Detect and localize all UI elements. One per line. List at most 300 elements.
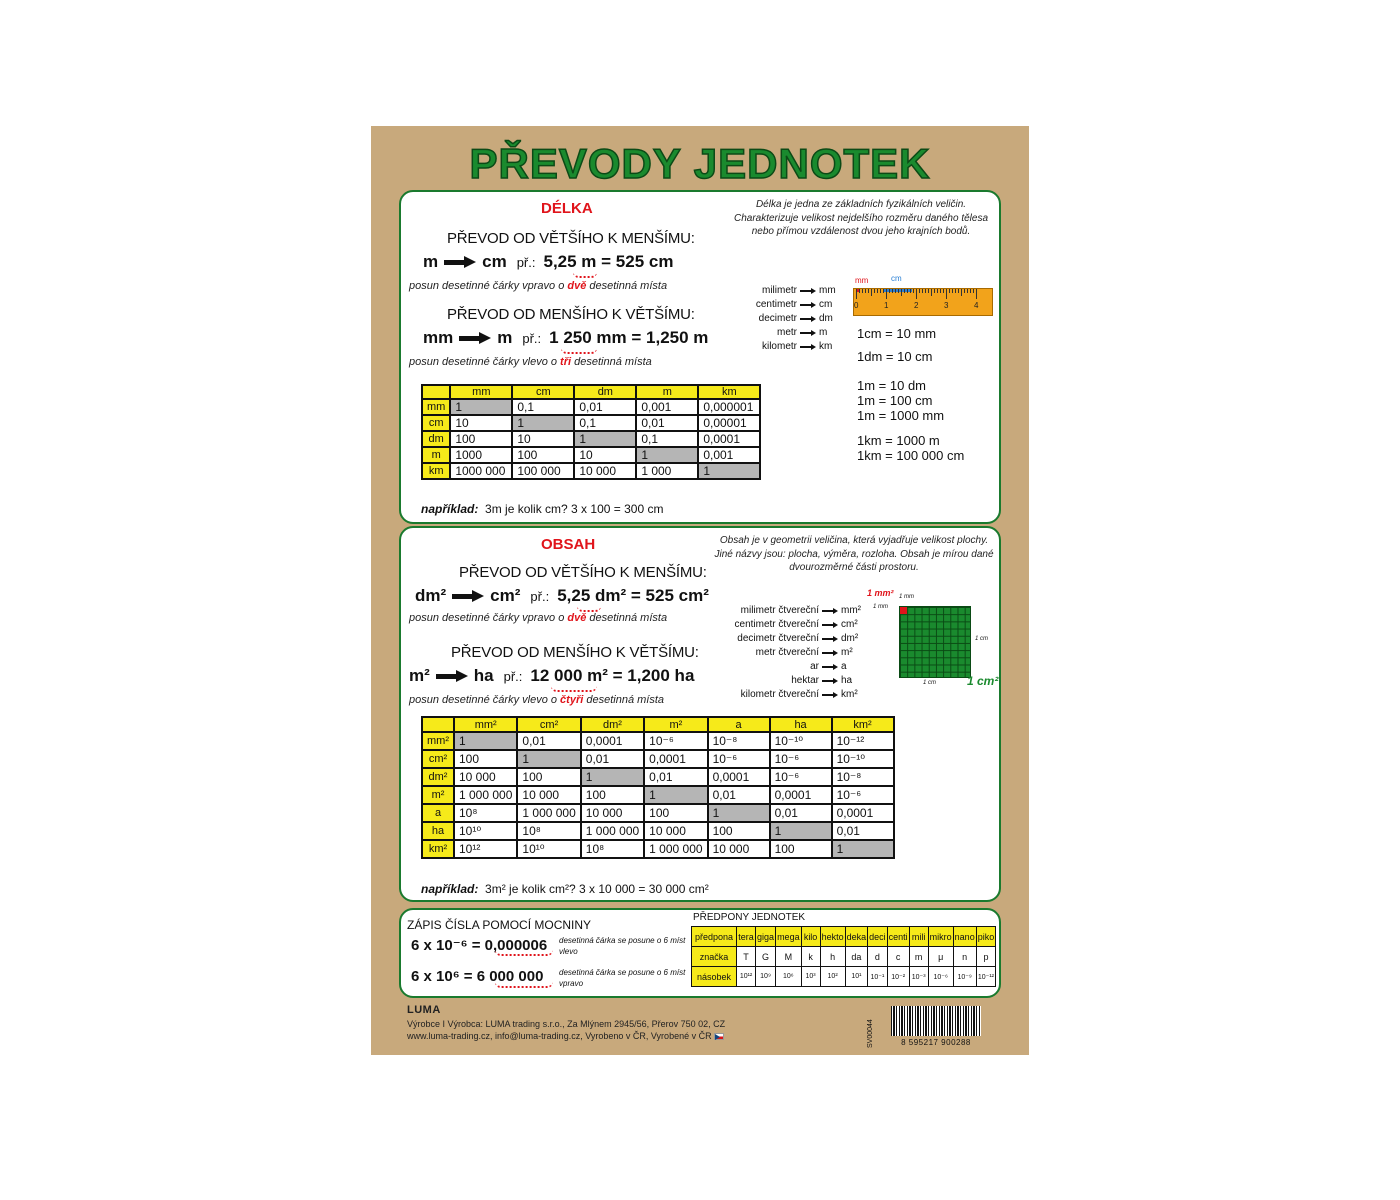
table-cell: 10⁻⁶ (644, 732, 707, 750)
ruler-minor-tick (910, 289, 911, 293)
prefix-cell: giga (756, 927, 776, 947)
prefix-cell: c (887, 947, 909, 967)
table-cell: 100 (770, 840, 832, 858)
unit-row (701, 618, 861, 632)
table-cell: 0,01 (708, 786, 770, 804)
table-cell: 100 (512, 447, 574, 463)
arrow-right-icon (822, 692, 838, 698)
unit-row (719, 284, 839, 298)
unit-name: ar (810, 661, 819, 672)
barcode-icon (891, 1006, 981, 1036)
row-header: dm² (422, 768, 454, 786)
ruler-minor-tick (874, 289, 875, 293)
table-cell: 0,1 (574, 415, 636, 431)
table-cell: 1000 (450, 447, 512, 463)
powers-example-1: 6 x 10⁻⁶ = 0,000006 (411, 937, 548, 954)
prefix-cell: p (976, 947, 996, 967)
column-header: cm² (517, 717, 580, 732)
ruler-icon (853, 288, 993, 316)
unit-row (701, 604, 861, 618)
prefix-cell: mikro (928, 927, 953, 947)
table-cell: 0,0001 (698, 431, 760, 447)
prefix-row-label: předpona (692, 927, 737, 947)
table-cell: 0,01 (581, 750, 644, 768)
prefix-cell: h (820, 947, 845, 967)
unit-row (701, 674, 861, 688)
equation-line: 1m = 100 cm (857, 393, 933, 408)
table-cell: 0,0001 (832, 804, 894, 822)
row-header: m² (422, 786, 454, 804)
table-cell: 0,001 (698, 447, 760, 463)
arrow-right-icon (436, 671, 468, 681)
length-big-small-conversion (423, 252, 673, 272)
prefix-cell: T (737, 947, 756, 967)
table-cell: 0,0001 (770, 786, 832, 804)
table-cell: 1 000 000 (454, 786, 517, 804)
footer-line-2: www.luma-trading.cz, info@luma-trading.cz, Vyrobeno v ČR, Vyrobené v ČR (407, 1030, 725, 1042)
table-cell: 1 000 (636, 463, 698, 479)
unit-name: centimetr čtvereční (734, 619, 819, 630)
arrow-right-icon (822, 650, 838, 656)
unit-row (719, 298, 839, 312)
ruler-minor-tick (862, 289, 863, 293)
prefix-cell: 10⁻³ (909, 967, 928, 987)
from-unit: dm² (415, 586, 447, 605)
prefix-cell: k (801, 947, 820, 967)
prefix-cell: 10⁻² (887, 967, 909, 987)
ruler-minor-tick (940, 289, 941, 293)
ruler-minor-tick (907, 289, 908, 293)
column-header: a (708, 717, 770, 732)
column-header: mm² (454, 717, 517, 732)
row-header: km (422, 463, 450, 479)
row-header: mm (422, 399, 450, 415)
barcode-number: 8 595217 900288 (901, 1038, 971, 1047)
area-panel (399, 526, 1001, 902)
column-header: mm (450, 385, 512, 399)
table-cell: 0,000001 (698, 399, 760, 415)
prefix-cell: hekto (820, 927, 845, 947)
row-header: a (422, 804, 454, 822)
length-unit-list (719, 284, 839, 354)
example-label: př.: (530, 588, 550, 604)
table-row (422, 447, 760, 463)
prefix-cell: 10² (820, 967, 845, 987)
table-cell: 10¹² (454, 840, 517, 858)
table-cell: 1000 000 (450, 463, 512, 479)
from-unit: m (423, 252, 439, 271)
table-cell: 100 000 (512, 463, 574, 479)
prefixes-heading: PŘEDPONY JEDNOTEK (693, 912, 806, 923)
column-header: km² (832, 717, 894, 732)
ruler-number: 3 (944, 301, 949, 310)
ruler-minor-tick (925, 289, 926, 293)
table-cell: 1 (770, 822, 832, 840)
table-cell: 0,01 (644, 768, 707, 786)
table-cell: 1 000 000 (581, 822, 644, 840)
arrow-right-icon (822, 664, 838, 670)
equation-line: 1dm = 10 cm (857, 349, 933, 364)
table-cell: 1 000 000 (644, 840, 707, 858)
table-cell: 10⁻⁸ (708, 732, 770, 750)
table-row (422, 840, 894, 858)
prefix-cell: 10³ (801, 967, 820, 987)
czech-flag-icon (714, 1033, 724, 1040)
table-cell: 10⁻⁶ (708, 750, 770, 768)
table-cell: 10 000 (581, 804, 644, 822)
prefix-cell: mega (776, 927, 802, 947)
to-unit: ha (473, 666, 494, 685)
table-cell: 10⁻¹⁰ (832, 750, 894, 768)
unit-abbr: cm² (841, 619, 858, 630)
ruler-minor-tick (868, 289, 869, 293)
arrow-right-icon (822, 622, 838, 628)
prefix-cell: μ (928, 947, 953, 967)
ruler-minor-tick (952, 289, 953, 293)
unit-abbr: km² (841, 689, 858, 700)
poster-title: PŘEVODY JEDNOTEK (469, 140, 931, 187)
to-unit: cm² (490, 586, 521, 605)
ruler-minor-tick (871, 289, 872, 296)
table-cell: 1 (636, 447, 698, 463)
ruler-minor-tick (934, 289, 935, 293)
prefix-cell: G (756, 947, 776, 967)
table-row (422, 399, 760, 415)
to-unit: cm (482, 252, 507, 271)
table-row (422, 415, 760, 431)
shift-arrow-icon (561, 346, 597, 354)
table-cell: 10⁻¹⁰ (770, 732, 832, 750)
table-cell: 10 (512, 431, 574, 447)
to-unit: m (497, 328, 513, 347)
length-panel (399, 190, 1001, 524)
shift-arrow-icon (551, 684, 597, 692)
unit-name: centimetr (755, 299, 797, 310)
ruler-minor-tick (922, 289, 923, 293)
equation-line: 1km = 100 000 cm (857, 448, 965, 463)
ruler-tick (946, 289, 947, 299)
table-cell: 10 000 (708, 840, 770, 858)
ruler-minor-tick (904, 289, 905, 293)
unit-row (719, 340, 839, 354)
row-header: m (422, 447, 450, 463)
table-cell: 10⁸ (454, 804, 517, 822)
prefix-cell: d (868, 947, 888, 967)
shift-arrow-icon (573, 270, 597, 278)
ruler-minor-tick (931, 289, 932, 296)
ruler-minor-tick (883, 289, 884, 293)
powers-note-2: desetinná čárka se posune o 6 míst vpravo (559, 968, 686, 988)
unit-abbr: mm (819, 285, 836, 296)
ruler-minor-tick (913, 289, 914, 293)
table-cell: 0,1 (512, 399, 574, 415)
ruler-minor-tick (859, 289, 860, 293)
powers-panel (399, 908, 1001, 998)
table-cell: 1 (454, 732, 517, 750)
table-cell: 0,0001 (644, 750, 707, 768)
ruler-minor-tick (928, 289, 929, 293)
ruler-minor-tick (892, 289, 893, 293)
table-cell: 0,1 (636, 431, 698, 447)
length-conversion-table (421, 384, 761, 480)
table-cell: 100 (450, 431, 512, 447)
length-big-small-heading: PŘEVOD OD VĚTŠÍHO K MENŠÍMU: (447, 230, 695, 247)
length-description: Délka je jedna ze základních fyzikálních veličin. Charakterizuje velikost nejdelšího rozměru daného tělesa nebo přímou vzdálenost dvou jeho krajních bodů. (733, 199, 989, 237)
prefix-cell: n (953, 947, 976, 967)
example-equation: 1 250 mm = 1,250 m (549, 328, 709, 347)
equation-line: 1km = 1000 m (857, 433, 940, 448)
length-example: například: 3m je kolik cm? 3 x 100 = 300 cm (421, 502, 664, 516)
unit-abbr: a (841, 661, 847, 672)
area-conversion-table (421, 716, 895, 859)
ruler-tick (916, 289, 917, 299)
area-section-title: OBSAH (541, 536, 596, 553)
table-cell: 100 (517, 768, 580, 786)
unit-name: kilometr (761, 341, 797, 352)
footer-text (407, 1018, 725, 1042)
column-header: km (698, 385, 760, 399)
area-big-small-conversion (415, 586, 709, 606)
poster (371, 126, 1029, 1055)
length-section-title: DÉLKA (541, 200, 593, 217)
example-label: př.: (516, 254, 536, 270)
table-row (422, 750, 894, 768)
product-code: SV00044 (867, 1019, 874, 1048)
table-cell: 1 (644, 786, 707, 804)
length-equations (857, 326, 997, 463)
ruler-mm-label: mm (855, 276, 869, 285)
area-example: například: 3m² je kolik cm²? 3 x 10 000 = 30 000 cm² (421, 882, 709, 896)
example-label: př.: (503, 668, 523, 684)
prefix-cell: 10⁶ (776, 967, 802, 987)
table-cell: 0,01 (574, 399, 636, 415)
prefix-cell: piko (976, 927, 996, 947)
prefix-cell: deci (868, 927, 888, 947)
table-cell: 100 (708, 822, 770, 840)
ruler-minor-tick (970, 289, 971, 293)
length-big-small-note: posun desetinné čárky vpravo o dvě desetinná místa (409, 280, 668, 292)
unit-abbr: mm² (841, 605, 861, 616)
table-cell: 100 (581, 786, 644, 804)
prefix-cell: mili (909, 927, 928, 947)
table-row (422, 822, 894, 840)
prefix-cell: 10¹ (845, 967, 868, 987)
table-cell: 1 (832, 840, 894, 858)
powers-heading: ZÁPIS ČÍSLA POMOCÍ MOCNINY (407, 918, 592, 932)
row-header: km² (422, 840, 454, 858)
table-row (422, 732, 894, 750)
prefix-cell: 10¹² (737, 967, 756, 987)
unit-abbr: dm² (841, 633, 859, 644)
footer-line-1: Výrobce I Výrobca: LUMA trading s.r.o., Za Mlýnem 2945/56, Přerov 750 02, CZ (407, 1019, 726, 1029)
ruler-tick (856, 289, 857, 299)
unit-row (719, 326, 839, 340)
ruler-minor-tick (919, 289, 920, 293)
powers-example-2: 6 x 10⁶ = 6 000 000 (411, 968, 544, 985)
arrow-right-icon (459, 333, 491, 343)
prefix-cell: deka (845, 927, 868, 947)
unit-abbr: dm (819, 313, 833, 324)
square-grid-icon (899, 606, 971, 678)
column-header: m (636, 385, 698, 399)
table-cell: 1 (708, 804, 770, 822)
prefix-cell: 10⁻⁶ (928, 967, 953, 987)
prefix-cell: 10⁻¹² (976, 967, 996, 987)
grid-mm2-label: 1 mm² (867, 588, 894, 598)
unit-name: milimetr (762, 285, 797, 296)
from-unit: m² (409, 666, 430, 685)
table-cell: 10⁻⁶ (770, 768, 832, 786)
ruler-minor-tick (895, 289, 896, 293)
ruler-minor-tick (961, 289, 962, 296)
table-cell: 0,00001 (698, 415, 760, 431)
arrow-right-icon (444, 257, 476, 267)
ruler-minor-tick (949, 289, 950, 293)
length-small-big-note: posun desetinné čárky vlevo o tři desetinná místa (409, 356, 652, 368)
arrow-right-icon (800, 330, 816, 336)
row-header: cm (422, 415, 450, 431)
table-corner (422, 717, 454, 732)
area-description: Obsah je v geometrii veličina, která vyjadřuje velikost plochy. Jiné názvy jsou: plocha, výměra, rozloha. Obsah je mírou dané dvourozměrné části prostoru. (714, 535, 994, 573)
table-header-row (422, 385, 760, 399)
table-cell: 100 (454, 750, 517, 768)
grid-mm-side-label: 1 mm (873, 604, 888, 610)
table-cell: 0,01 (832, 822, 894, 840)
unit-name: metr čtvereční (755, 647, 819, 658)
from-unit: mm (423, 328, 454, 347)
prefix-cell: tera (737, 927, 756, 947)
example-label: př.: (522, 330, 542, 346)
ruler-minor-tick (967, 289, 968, 293)
example-equation: 12 000 m² = 1,200 ha (530, 666, 695, 685)
prefix-cell: da (845, 947, 868, 967)
equation-line: 1cm = 10 mm (857, 326, 937, 341)
column-header: cm (512, 385, 574, 399)
unit-name: metr (777, 327, 797, 338)
table-cell: 10⁻¹² (832, 732, 894, 750)
unit-name: decimetr (758, 313, 797, 324)
shift-arrow-icon (577, 604, 601, 612)
table-row (422, 463, 760, 479)
table-header-row (422, 717, 894, 732)
row-header: dm (422, 431, 450, 447)
ruler-minor-tick (964, 289, 965, 293)
grid-cm-side-label: 1 cm (975, 636, 989, 642)
powers-note-1: desetinná čárka se posune o 6 míst vlevo (559, 936, 686, 956)
table-cell: 1 (512, 415, 574, 431)
table-corner (422, 385, 450, 399)
arrow-right-icon (452, 591, 484, 601)
arrow-right-icon (800, 288, 816, 294)
table-cell: 0,0001 (581, 732, 644, 750)
table-cell: 10⁸ (517, 822, 580, 840)
ruler-minor-tick (955, 289, 956, 293)
prefix-row-label: násobek (692, 967, 737, 987)
unit-row (701, 646, 861, 660)
prefix-cell: m (909, 947, 928, 967)
prefix-row (692, 927, 996, 947)
grid-mm-top-label: 1 mm (899, 594, 914, 600)
equation-line: 1m = 1000 mm (857, 408, 945, 423)
column-header: dm² (581, 717, 644, 732)
table-cell: 0,01 (636, 415, 698, 431)
length-small-big-conversion (423, 328, 708, 348)
unit-abbr: km (819, 341, 833, 352)
prefix-row (692, 947, 996, 967)
table-cell: 0,0001 (708, 768, 770, 786)
ruler-minor-tick (973, 289, 974, 293)
brand-logo: LUMA (407, 1004, 441, 1016)
table-cell: 0,01 (517, 732, 580, 750)
table-row (422, 804, 894, 822)
table-cell: 10 (450, 415, 512, 431)
prefix-row (692, 967, 996, 987)
table-cell: 1 (450, 399, 512, 415)
unit-row (701, 660, 861, 674)
unit-name: decimetr čtvereční (737, 633, 819, 644)
column-header: m² (644, 717, 707, 732)
row-header: cm² (422, 750, 454, 768)
table-cell: 10⁻⁶ (770, 750, 832, 768)
length-small-big-heading: PŘEVOD OD MENŠÍHO K VĚTŠÍMU: (447, 306, 695, 323)
table-cell: 10 (574, 447, 636, 463)
prefixes-table (691, 926, 996, 987)
prefix-cell: 10⁻¹ (868, 967, 888, 987)
ruler-minor-tick (937, 289, 938, 293)
ruler-minor-tick (898, 289, 899, 293)
shift-arrow-icon (495, 980, 553, 988)
table-row (422, 431, 760, 447)
prefix-cell: 10⁹ (756, 967, 776, 987)
prefix-cell: M (776, 947, 802, 967)
prefix-cell: kilo (801, 927, 820, 947)
ruler-minor-tick (877, 289, 878, 293)
table-cell: 10 000 (454, 768, 517, 786)
ruler-number: 0 (854, 301, 859, 310)
table-cell: 10⁸ (581, 840, 644, 858)
area-unit-list (701, 604, 861, 702)
area-big-small-heading: PŘEVOD OD VĚTŠÍHO K MENŠÍMU: (459, 564, 707, 581)
prefix-row-label: značka (692, 947, 737, 967)
area-small-big-conversion (409, 666, 694, 686)
arrow-right-icon (800, 344, 816, 350)
ruler-number: 4 (974, 301, 979, 310)
table-cell: 1 (581, 768, 644, 786)
arrow-right-icon (800, 302, 816, 308)
row-header: ha (422, 822, 454, 840)
ruler-number: 1 (884, 301, 889, 310)
unit-abbr: ha (841, 675, 853, 686)
arrow-right-icon (800, 316, 816, 322)
row-header: mm² (422, 732, 454, 750)
ruler-tick (886, 289, 887, 299)
ruler-tick (976, 289, 977, 299)
arrow-right-icon (822, 678, 838, 684)
unit-abbr: m² (841, 647, 853, 658)
table-cell: 0,01 (770, 804, 832, 822)
table-cell: 10¹⁰ (517, 840, 580, 858)
equation-line: 1m = 10 dm (857, 378, 927, 393)
ruler-minor-tick (865, 289, 866, 293)
grid-cm2-label: 1 cm² (967, 674, 999, 688)
ruler-number: 2 (914, 301, 919, 310)
table-cell: 10⁻⁸ (832, 768, 894, 786)
ruler-minor-tick (958, 289, 959, 293)
area-small-big-note: posun desetinné čárky vlevo o čtyři desetinná místa (409, 694, 665, 706)
ruler-minor-tick (901, 289, 902, 296)
column-header: dm (574, 385, 636, 399)
ruler-minor-tick (880, 289, 881, 293)
